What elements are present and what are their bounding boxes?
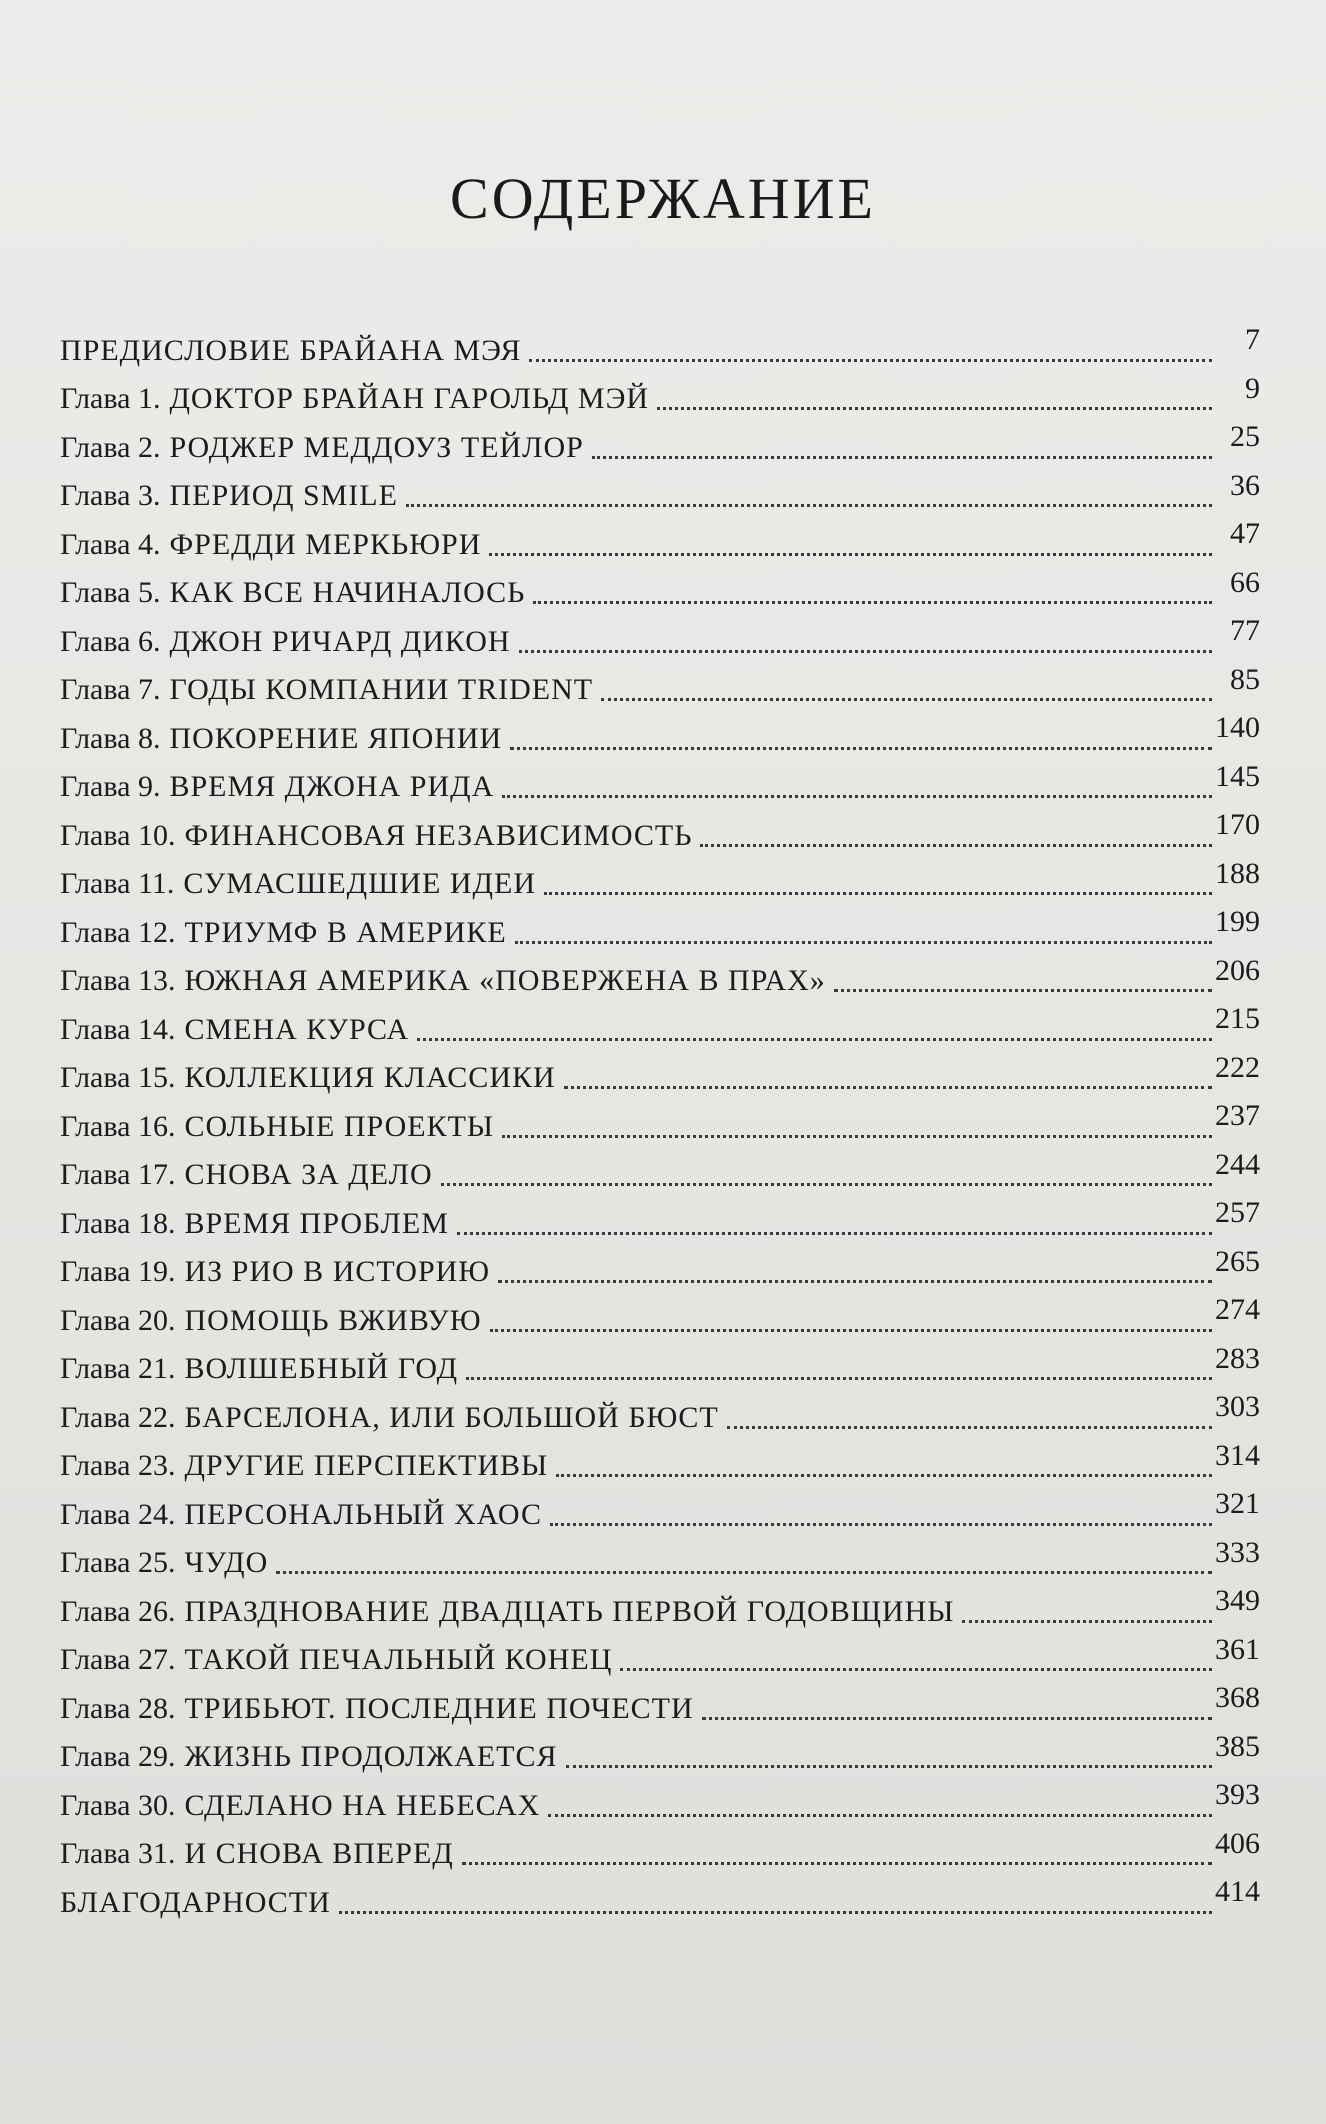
page-number: 222 xyxy=(1215,1050,1260,1084)
toc-entry-line xyxy=(60,1401,1212,1435)
chapter-number: Глава 7. xyxy=(60,673,161,706)
page-number: 393 xyxy=(1215,1778,1260,1811)
page-number: 361 xyxy=(1215,1632,1260,1666)
page-number: 199 xyxy=(1215,905,1260,938)
dot-leader xyxy=(498,1280,1212,1283)
toc-entry-line xyxy=(60,819,1212,853)
page-number: 321 xyxy=(1215,1487,1260,1520)
chapter-number: Глава 23. xyxy=(60,1449,176,1482)
chapter-number: Глава 10. xyxy=(60,818,176,852)
chapter-title: ТРИУМФ В АМЕРИКЕ xyxy=(184,915,507,949)
toc-entry xyxy=(60,1780,1260,1829)
dot-leader xyxy=(462,1862,1212,1865)
toc-entry-line xyxy=(60,528,1212,562)
chapter-title: БЛАГОДАРНОСТИ xyxy=(60,1885,331,1919)
chapter-title: ВОЛШЕБНЫЙ ГОД xyxy=(184,1352,459,1385)
chapter-number: Глава 5. xyxy=(60,576,161,609)
dot-leader xyxy=(519,650,1212,653)
page-number: 140 xyxy=(1215,711,1260,744)
chapter-title: СОЛЬНЫЕ ПРОЕКТЫ xyxy=(184,1109,495,1143)
chapter-title: ВРЕМЯ ДЖОНА РИДА xyxy=(169,770,495,803)
toc-entry-line xyxy=(60,1158,1212,1192)
chapter-number: Глава 24. xyxy=(60,1497,176,1531)
toc-entry-line xyxy=(60,625,1212,659)
dot-leader xyxy=(490,1329,1212,1332)
page-number: 368 xyxy=(1215,1681,1260,1714)
toc-entry xyxy=(60,810,1260,859)
page-number: 385 xyxy=(1215,1729,1260,1763)
chapter-title: ПРЕДИСЛОВИЕ БРАЙАНА МЭЯ xyxy=(60,333,522,367)
toc-entry xyxy=(60,1244,1260,1296)
chapter-title: ИЗ РИО В ИСТОРИЮ xyxy=(184,1255,491,1288)
chapter-number: Глава 3. xyxy=(60,479,161,512)
page-number: 265 xyxy=(1215,1244,1260,1278)
chapter-number: Глава 31. xyxy=(60,1837,176,1870)
page-number: 7 xyxy=(1245,323,1260,356)
chapter-number: Глава 6. xyxy=(60,624,161,658)
dot-leader xyxy=(962,1620,1212,1623)
dot-leader xyxy=(529,359,1212,362)
toc-entry-line xyxy=(60,1449,1212,1483)
chapter-number: Глава 26. xyxy=(60,1594,176,1628)
chapter-number: Глава 15. xyxy=(60,1061,176,1094)
page-number: 406 xyxy=(1215,1826,1260,1860)
dot-leader xyxy=(533,601,1212,604)
toc-entry xyxy=(60,1004,1260,1053)
dot-leader xyxy=(592,456,1212,459)
toc-entry xyxy=(60,907,1260,956)
toc-entry-line xyxy=(60,1692,1212,1726)
dot-leader xyxy=(564,1086,1212,1089)
toc-entry-line xyxy=(60,1352,1212,1386)
toc-entry xyxy=(60,565,1260,617)
dot-leader xyxy=(502,1135,1212,1138)
chapter-number: Глава 30. xyxy=(60,1788,176,1822)
chapter-title: ЮЖНАЯ АМЕРИКА «ПОВЕРЖЕНА В ПРАХ» xyxy=(184,964,826,997)
toc-entry-line xyxy=(60,1886,1212,1920)
dot-leader xyxy=(406,504,1212,507)
chapter-title: ГОДЫ КОМПАНИИ TRIDENT xyxy=(169,673,594,706)
page-number: 283 xyxy=(1215,1341,1260,1375)
dot-leader xyxy=(339,1911,1212,1914)
chapter-title: ФИНАНСОВАЯ НЕЗАВИСИМОСТЬ xyxy=(184,818,693,852)
dot-leader xyxy=(489,553,1212,556)
page-number: 244 xyxy=(1215,1147,1260,1181)
toc-entry-line xyxy=(60,1207,1212,1241)
toc-entry xyxy=(60,422,1260,471)
chapter-number: Глава 14. xyxy=(60,1012,176,1046)
toc-entry xyxy=(60,616,1260,665)
page-number: 66 xyxy=(1230,565,1260,599)
toc-entry-line xyxy=(60,576,1212,610)
chapter-number: Глава 22. xyxy=(60,1400,176,1434)
page-number: 333 xyxy=(1215,1535,1260,1569)
dot-leader xyxy=(515,941,1212,944)
toc-entry-line xyxy=(60,867,1212,901)
chapter-title: ДОКТОР БРАЙАН ГАРОЛЬД МЭЙ xyxy=(169,382,650,415)
page-number: 25 xyxy=(1230,420,1260,453)
page-number: 145 xyxy=(1215,759,1260,793)
toc-entry xyxy=(60,1632,1260,1684)
page-number: 303 xyxy=(1215,1390,1260,1423)
toc-entry xyxy=(60,325,1260,374)
toc-entry xyxy=(60,1729,1260,1781)
chapter-number: Глава 9. xyxy=(60,770,161,803)
chapter-number: Глава 28. xyxy=(60,1691,176,1725)
toc-entry xyxy=(60,1489,1260,1538)
dot-leader xyxy=(466,1377,1212,1380)
toc-entry-line xyxy=(60,1061,1212,1095)
chapter-number: Глава 2. xyxy=(60,430,161,464)
chapter-title: ТРИБЬЮТ. ПОСЛЕДНИЕ ПОЧЕСТИ xyxy=(184,1691,694,1725)
page-number: 206 xyxy=(1215,953,1260,987)
page-number: 77 xyxy=(1230,614,1260,647)
chapter-number: Глава 25. xyxy=(60,1546,176,1579)
dot-leader xyxy=(276,1571,1212,1574)
toc-entry xyxy=(60,1877,1260,1926)
toc-entry xyxy=(60,1147,1260,1199)
chapter-title: ПЕРИОД SMILE xyxy=(169,479,398,512)
toc-entry xyxy=(60,1586,1260,1635)
toc-entry xyxy=(60,1535,1260,1587)
toc-entry xyxy=(60,1101,1260,1150)
chapter-number: Глава 20. xyxy=(60,1303,176,1337)
toc-entry-line xyxy=(60,1304,1212,1338)
toc-entry-line xyxy=(60,1595,1212,1629)
chapter-number: Глава 27. xyxy=(60,1643,176,1676)
toc-entry xyxy=(60,371,1260,423)
page-title: СОДЕРЖАНИЕ xyxy=(450,166,876,231)
page-number: 274 xyxy=(1215,1293,1260,1326)
toc-entry-line xyxy=(60,916,1212,950)
dot-leader xyxy=(544,892,1212,895)
chapter-title: КОЛЛЕКЦИЯ КЛАССИКИ xyxy=(184,1061,556,1094)
chapter-title: ПРАЗДНОВАНИЕ ДВАДЦАТЬ ПЕРВОЙ ГОДОВЩИНЫ xyxy=(184,1594,955,1628)
toc-entry-line xyxy=(60,1255,1212,1289)
toc-entry-line xyxy=(60,1643,1212,1677)
page-number: 314 xyxy=(1215,1438,1260,1472)
page-number: 414 xyxy=(1215,1875,1260,1908)
chapter-number: Глава 17. xyxy=(60,1158,176,1191)
dot-leader xyxy=(566,1765,1212,1768)
chapter-title: СНОВА ЗА ДЕЛО xyxy=(184,1158,433,1191)
toc-entry xyxy=(60,1438,1260,1490)
toc-entry xyxy=(60,1826,1260,1878)
dot-leader xyxy=(550,1523,1212,1526)
chapter-title: ПОКОРЕНИЕ ЯПОНИИ xyxy=(169,721,503,755)
chapter-title: ДЖОН РИЧАРД ДИКОН xyxy=(169,624,511,658)
page-number: 85 xyxy=(1230,662,1260,696)
page-number: 257 xyxy=(1215,1196,1260,1229)
toc-entry-line xyxy=(60,770,1212,804)
chapter-title: ПЕРСОНАЛЬНЫЙ ХАОС xyxy=(184,1497,542,1531)
chapter-title: ФРЕДДИ МЕРКЬЮРИ xyxy=(169,527,482,561)
toc-entry-line xyxy=(60,673,1212,707)
chapter-number: Глава 11. xyxy=(60,867,175,900)
chapter-title: СДЕЛАНО НА НЕБЕСАХ xyxy=(184,1788,541,1822)
page-number: 188 xyxy=(1215,856,1260,890)
toc-entry-line xyxy=(60,1789,1212,1823)
toc-entry-line xyxy=(60,1546,1212,1580)
toc-entry xyxy=(60,1392,1260,1441)
chapter-number: Глава 29. xyxy=(60,1740,176,1773)
toc-entry-line xyxy=(60,964,1212,998)
toc-entry xyxy=(60,1683,1260,1732)
page-number: 47 xyxy=(1230,517,1260,550)
toc-entry xyxy=(60,856,1260,908)
chapter-number: Глава 4. xyxy=(60,527,161,561)
chapter-title: СМЕНА КУРСА xyxy=(184,1012,410,1046)
dot-leader xyxy=(601,698,1212,701)
page-number: 36 xyxy=(1230,468,1260,502)
dot-leader xyxy=(702,1717,1212,1720)
chapter-number: Глава 21. xyxy=(60,1352,176,1385)
toc-entry xyxy=(60,1341,1260,1393)
dot-leader xyxy=(548,1814,1212,1817)
toc-entry xyxy=(60,1198,1260,1247)
toc-entry-line xyxy=(60,1110,1212,1144)
page-number: 215 xyxy=(1215,1002,1260,1035)
toc-entry-line xyxy=(60,1740,1212,1774)
toc-entry xyxy=(60,519,1260,568)
toc-entry xyxy=(60,953,1260,1005)
page-number: 237 xyxy=(1215,1099,1260,1132)
chapter-title: ВРЕМЯ ПРОБЛЕМ xyxy=(184,1206,449,1240)
toc-entry-line xyxy=(60,1837,1212,1871)
dot-leader xyxy=(727,1426,1212,1429)
chapter-number: Глава 1. xyxy=(60,382,161,415)
chapter-title: ЖИЗНЬ ПРОДОЛЖАЕТСЯ xyxy=(184,1740,558,1773)
toc-entry-line xyxy=(60,334,1212,368)
dot-leader xyxy=(417,1038,1212,1041)
toc-entry-line xyxy=(60,1498,1212,1532)
dot-leader xyxy=(620,1668,1212,1671)
dot-leader xyxy=(657,407,1212,410)
toc-entry-line xyxy=(60,722,1212,756)
toc-entry xyxy=(60,662,1260,714)
toc-entry xyxy=(60,759,1260,811)
chapter-number: Глава 12. xyxy=(60,915,176,949)
page-number: 349 xyxy=(1215,1584,1260,1617)
chapter-title: ДРУГИЕ ПЕРСПЕКТИВЫ xyxy=(184,1449,549,1482)
chapter-title: БАРСЕЛОНА, ИЛИ БОЛЬШОЙ БЮСТ xyxy=(184,1400,719,1434)
dot-leader xyxy=(834,989,1212,992)
chapter-title: И СНОВА ВПЕРЕД xyxy=(184,1837,454,1870)
toc-entry-line xyxy=(60,382,1212,416)
chapter-number: Глава 18. xyxy=(60,1206,176,1240)
page-number: 170 xyxy=(1215,808,1260,841)
chapter-number: Глава 19. xyxy=(60,1255,176,1288)
toc-entry xyxy=(60,713,1260,762)
chapter-title: ЧУДО xyxy=(184,1546,269,1579)
dot-leader xyxy=(700,844,1212,847)
toc-entry xyxy=(60,1295,1260,1344)
dot-leader xyxy=(556,1474,1212,1477)
chapter-number: Глава 8. xyxy=(60,721,161,755)
toc-entry xyxy=(60,468,1260,520)
chapter-number: Глава 16. xyxy=(60,1109,176,1143)
chapter-title: РОДЖЕР МЕДДОУЗ ТЕЙЛОР xyxy=(169,430,584,464)
toc-entry xyxy=(60,1050,1260,1102)
page-number: 9 xyxy=(1245,371,1260,405)
table-of-contents xyxy=(60,325,1260,1926)
chapter-number: Глава 13. xyxy=(60,964,176,997)
dot-leader xyxy=(441,1183,1212,1186)
chapter-title: КАК ВСЕ НАЧИНАЛОСЬ xyxy=(169,576,526,609)
chapter-title: ТАКОЙ ПЕЧАЛЬНЫЙ КОНЕЦ xyxy=(184,1643,613,1676)
dot-leader xyxy=(510,747,1212,750)
toc-entry-line xyxy=(60,1013,1212,1047)
toc-entry-line xyxy=(60,431,1212,465)
dot-leader xyxy=(502,795,1212,798)
chapter-title: СУМАСШЕДШИЕ ИДЕИ xyxy=(183,867,536,900)
chapter-title: ПОМОЩЬ ВЖИВУЮ xyxy=(184,1303,482,1337)
toc-entry-line xyxy=(60,479,1212,513)
dot-leader xyxy=(457,1232,1212,1235)
